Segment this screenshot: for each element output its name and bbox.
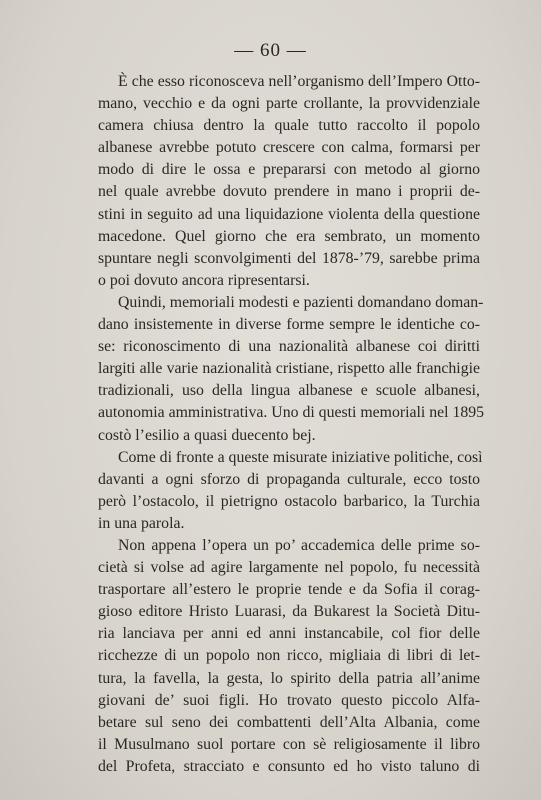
body-text (98, 71, 485, 778)
text-line: tradizionali, uso della lingua albanese e scuole albanesi, (98, 382, 480, 400)
text-line: camera chiusa dentro la quale tutto raccolto il popolo (98, 117, 480, 135)
text-line: dano insistemente in diverse forme sempre le identiche co- (98, 316, 480, 334)
text-line: del Profeta, stracciato e consunto ed ho visto taluno di (98, 757, 480, 775)
text-line: betare sul seno dei combattenti dell’Alta Albania, come (98, 713, 480, 731)
text-line: modo di dire le ossa e prepararsi con metodo al giorno (98, 161, 480, 179)
text-line: Quindi, memoriali modesti e pazienti domandano doman- (118, 293, 484, 311)
text-line: mano, vecchio e da ogni parte crollante, la provvidenziale (98, 95, 480, 113)
text-line: in una parola. (98, 514, 185, 532)
text-line: trasportare all’estero le proprie tende e da Sofia il corag- (98, 581, 480, 599)
text-line: autonomia amministrativa. Uno di questi memoriali nel 1895 (98, 404, 485, 422)
text-line: il Musulmano suol portare con sè religiosamente il libro (98, 735, 480, 753)
text-line: albanese avrebbe potuto crescere con calma, formarsi per (98, 139, 480, 157)
text-line: davanti a ogni sforzo di propaganda culturale, ecco tosto (98, 470, 480, 488)
text-line: Come di fronte a queste misurate iniziative politiche, così (118, 448, 483, 466)
text-line: largiti alle varie nazionalità cristiane, rispetto alle franchigie (98, 360, 480, 378)
text-line: gioso editore Hristo Luarasi, da Bukarest la Società Ditu- (98, 603, 480, 621)
text-line: Non appena l’opera un po’ accademica delle prime so- (118, 536, 480, 554)
text-line: o poi dovuto ancora ripresentarsi. (98, 271, 310, 289)
text-line: costò l’esilio a quasi duecento bej. (98, 426, 316, 444)
text-line: ria lanciava per anni ed anni instancabile, col fior delle (98, 625, 480, 643)
page-number: — 60 — (234, 40, 307, 61)
text-line: macedone. Quel giorno che era sembrato, un momento (98, 227, 480, 245)
text-line: giovani de’ suoi figli. Ho trovato questo piccolo Alfa- (98, 691, 480, 709)
text-line: ricchezze di un popolo non ricco, migliaia di libri di let- (98, 647, 480, 665)
text-line: spuntare negli sconvolgimenti del 1878-’79, sarebbe prima (98, 249, 480, 267)
text-line: cietà si volse ad agire largamente nel popolo, fu necessità (98, 559, 480, 577)
text-line: però l’ostacolo, il pietrigno ostacolo barbarico, la Turchia (98, 492, 480, 510)
text-line: È che esso riconosceva nell’organismo dell’Impero Otto- (118, 73, 480, 90)
text-line: nel quale avrebbe dovuto prendere in mano i proprii de- (98, 183, 480, 201)
text-line: stini in seguito ad una liquidazione violenta della questione (98, 205, 480, 223)
text-line: se: riconoscimento di una nazionalità albanese coi diritti (98, 338, 480, 356)
text-line: tura, la favella, la gesta, lo spirito della patria all’anime (98, 669, 480, 687)
